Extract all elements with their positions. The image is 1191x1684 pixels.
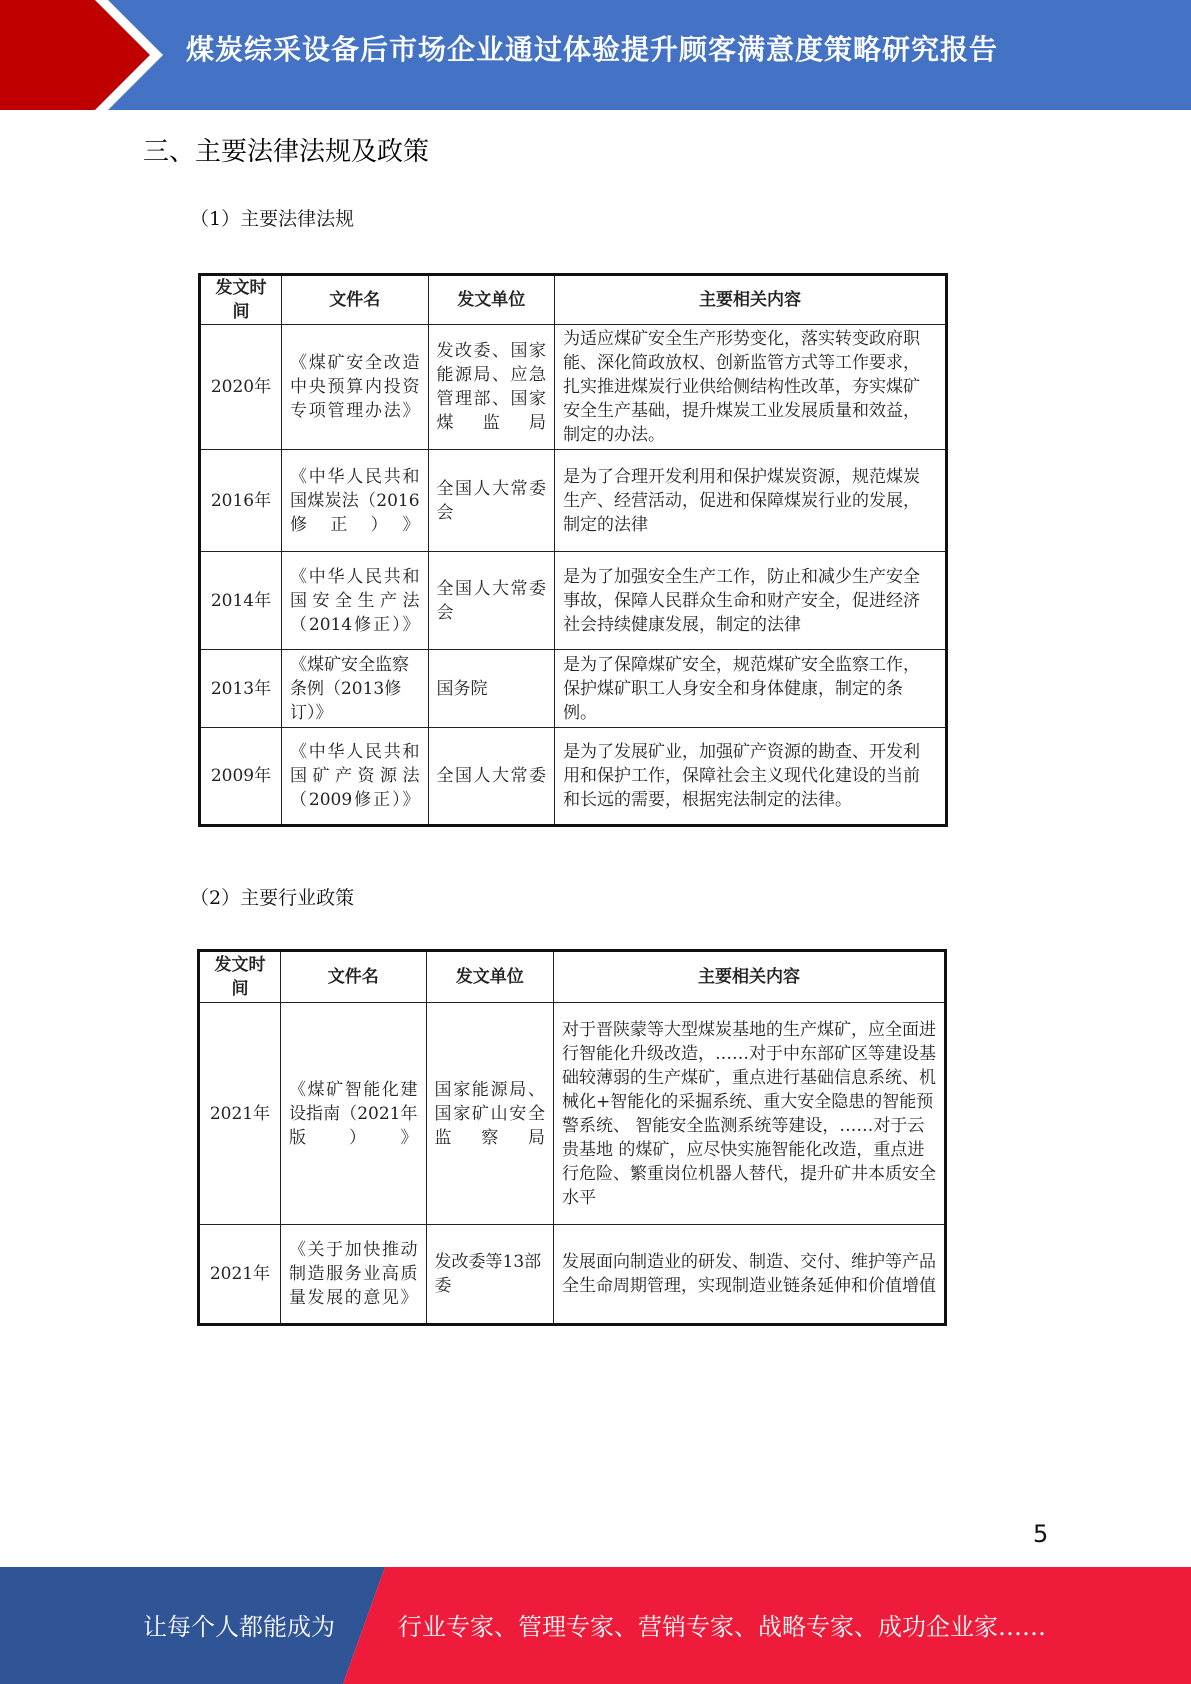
table-row: [199, 1225, 946, 1325]
column-header: 文件名: [280, 951, 426, 1003]
report-title: 煤炭综采设备后市场企业通过体验提升顾客满意度策略研究报告: [186, 33, 999, 66]
column-header: 发文单位: [426, 951, 553, 1003]
page-header: [0, 0, 1191, 110]
cell-issuer: 发改委等13部委: [426, 1225, 553, 1325]
table-row: [200, 325, 947, 450]
laws-table: [198, 273, 948, 827]
page-number: 5: [1033, 1520, 1049, 1548]
cell-year: 2014年: [200, 552, 282, 650]
cell-issuer: 国务院: [428, 650, 555, 728]
table-row: [200, 728, 947, 826]
cell-content: 对于晋陕蒙等大型煤炭基地的生产煤矿，应全面进行智能化升级改造，……对于中东部矿区等建设基础较薄弱的生产煤矿，重点进行基础信息系统、机械化+智能化的采掘系统、重大安全隐患的智能预警系统、 智能安全监测系统等建设，……对于云贵基地 的煤矿，应尽快实施智能化改造，重点进行危险、繁重岗位机器人替代，提升矿井本质安全水平: [554, 1003, 946, 1225]
cell-year: 2016年: [200, 450, 282, 552]
cell-name: 《中华人民共和国矿产资源法（2009修正）》: [281, 728, 428, 826]
laws-subtitle: （1）主要法律法规: [190, 208, 355, 230]
cell-issuer: 国家能源局、国家矿山安全监察局: [426, 1003, 553, 1225]
cell-year: 2021年: [199, 1003, 281, 1225]
column-header: 主要相关内容: [554, 951, 946, 1003]
table-row: [200, 450, 947, 552]
column-header: 主要相关内容: [555, 275, 947, 325]
column-header: 发文单位: [428, 275, 555, 325]
cell-issuer: 全国人大常委会: [428, 552, 555, 650]
table-row: [200, 552, 947, 650]
cell-content: 为适应煤矿安全生产形势变化，落实转变政府职能、深化简政放权、创新监管方式等工作要求，扎实推进煤炭行业供给侧结构性改革，夯实煤矿安全生产基础，提升煤炭工业发展质量和效益，制定的办法。: [555, 325, 947, 450]
cell-year: 2009年: [200, 728, 282, 826]
table-header-row: [199, 951, 946, 1003]
cell-issuer: 全国人大常委: [428, 728, 555, 826]
policies-subtitle: （2）主要行业政策: [190, 887, 355, 909]
cell-content: 是为了合理开发利用和保护煤炭资源，规范煤炭生产、经营活动，促进和保障煤炭行业的发展，制定的法律: [555, 450, 947, 552]
cell-issuer: 发改委、国家能源局、应急管理部、国家煤监局: [428, 325, 555, 450]
cell-name: 《中华人民共和国煤炭法（2016修正）》: [281, 450, 428, 552]
column-header: 文件名: [281, 275, 428, 325]
cell-name: 《煤矿智能化建设指南（2021年版）》: [280, 1003, 426, 1225]
policies-table: [197, 949, 947, 1326]
column-header: 发文时间: [200, 275, 282, 325]
cell-name: 《中华人民共和国安全生产法（2014修正）》: [281, 552, 428, 650]
column-header: 发文时间: [199, 951, 281, 1003]
cell-content: 发展面向制造业的研发、制造、交付、维护等产品全生命周期管理，实现制造业链条延伸和价值增值: [554, 1225, 946, 1325]
cell-name: 《煤矿安全监察条例（2013修订）》: [281, 650, 428, 728]
cell-content: 是为了保障煤矿安全，规范煤矿安全监察工作，保护煤矿职工人身安全和身体健康，制定的条例。: [555, 650, 947, 728]
cell-name: 《煤矿安全改造中央预算内投资专项管理办法》: [281, 325, 428, 450]
table-row: [200, 650, 947, 728]
cell-content: 是为了发展矿业，加强矿产资源的勘查、开发利用和保护工作，保障社会主义现代化建设的当前和长远的需要，根据宪法制定的法律。: [555, 728, 947, 826]
footer-slogan-left: 让每个人都能成为: [143, 1613, 335, 1641]
cell-year: 2013年: [200, 650, 282, 728]
cell-content: 是为了加强安全生产工作，防止和减少生产安全事故，保障人民群众生命和财产安全，促进经济社会持续健康发展，制定的法律: [555, 552, 947, 650]
cell-name: 《关于加快推动制造服务业高质量发展的意见》: [280, 1225, 426, 1325]
section-title: 三、主要法律法规及政策: [143, 137, 430, 167]
cell-year: 2021年: [199, 1225, 281, 1325]
page-footer: [0, 1567, 1191, 1684]
table-row: [199, 1003, 946, 1225]
footer-slogan-right: 行业专家、管理专家、营销专家、战略专家、成功企业家……: [398, 1613, 1046, 1641]
table-header-row: [200, 275, 947, 325]
cell-year: 2020年: [200, 325, 282, 450]
cell-issuer: 全国人大常委会: [428, 450, 555, 552]
